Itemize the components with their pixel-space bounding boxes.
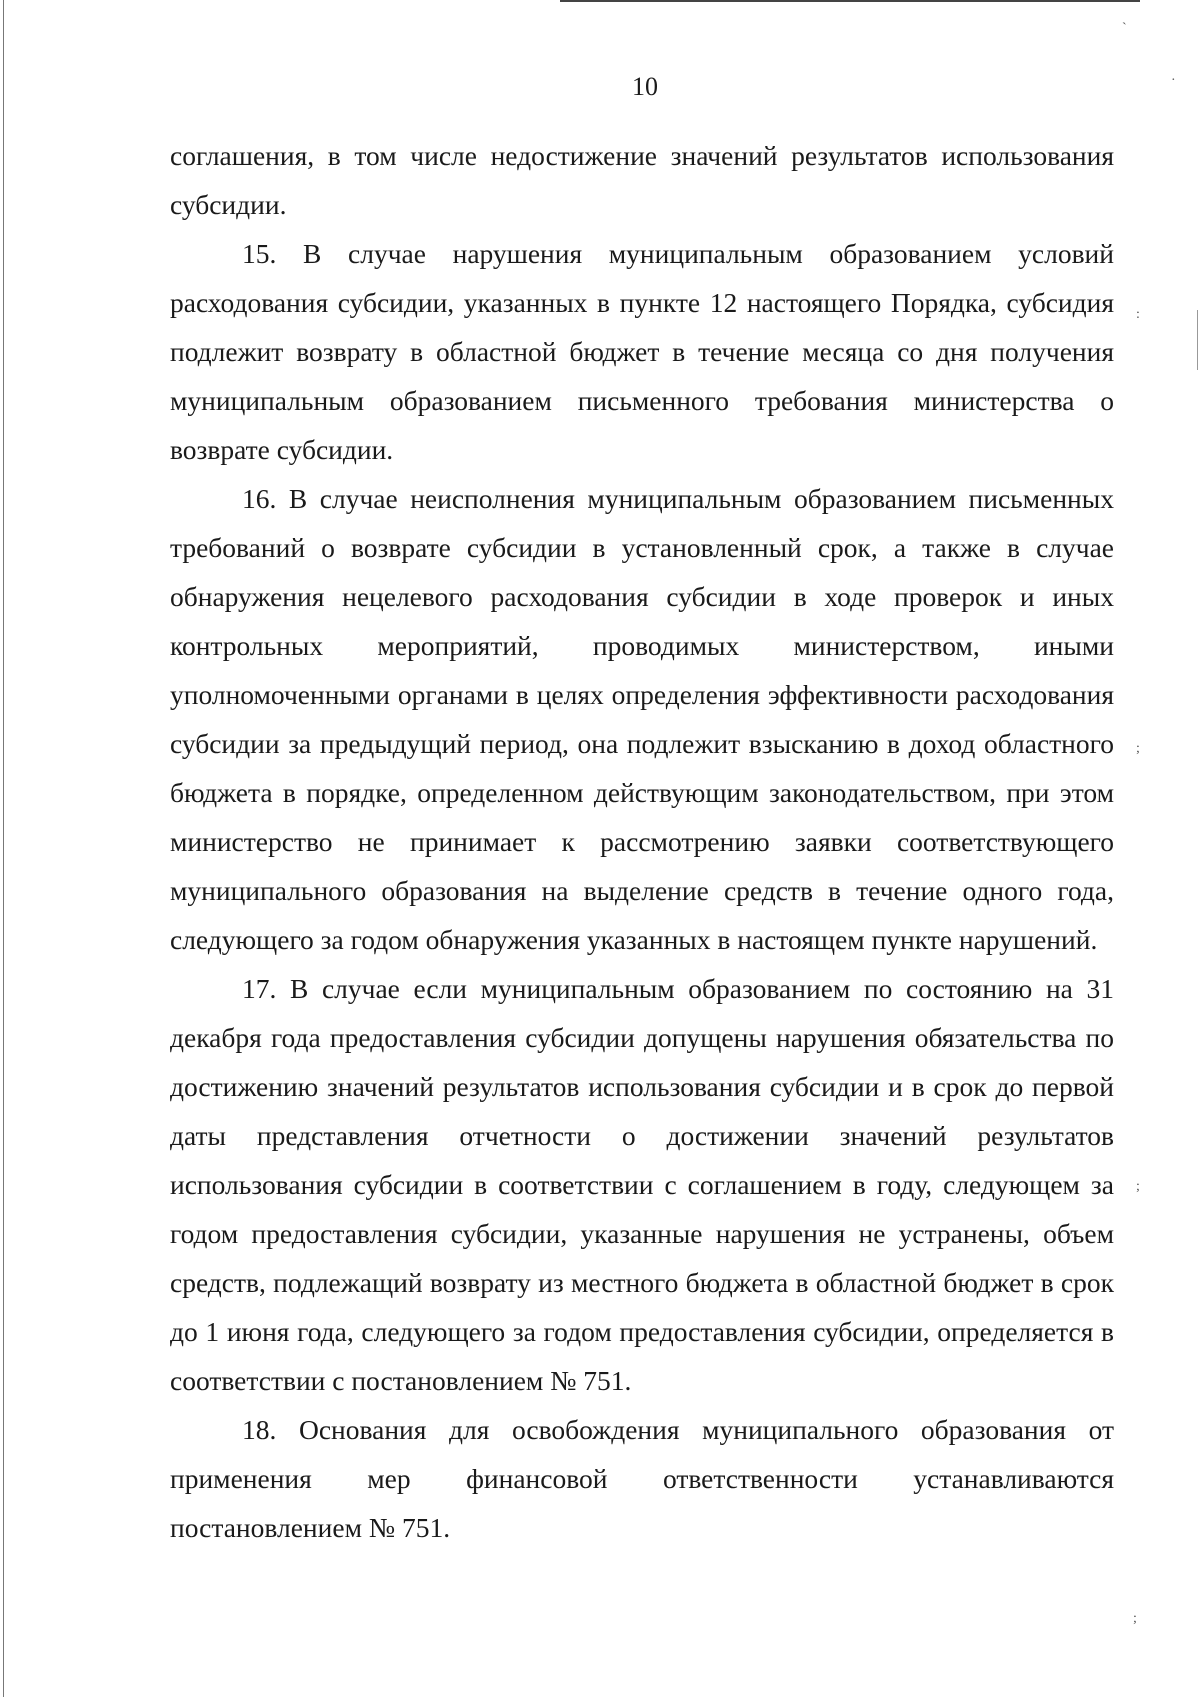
document-body xyxy=(170,131,1114,1552)
paragraph-item-15: 15. В случае нарушения муниципальным образованием условий расходования субсидии, указанных в пункте 12 настоящего Порядка, субсидия подлежит возврату в областной бюджет в течение месяца со дня получения муниципальным образованием письменного требования министерства о возврате субсидии. xyxy=(170,238,1114,465)
scan-top-border xyxy=(560,0,1140,2)
scan-speck: ` xyxy=(1122,21,1127,36)
paragraph-item-16: 16. В случае неисполнения муниципальным образованием письменных требований о возврате субсидии в установленный срок, а также в случае обнаружения нецелевого расходования субсидии в ходе проверок и иных контрольных мероприятий, проводимых министерством, иными уполномоченными органами в целях определения эффективности расходования субсидии за предыдущий период, она подлежит взысканию в доход областного бюджета в порядке, определенном действующим законодательством, при этом министерство не принимает к рассмотрению заявки соответствующего муниципального образования на выделение средств в течение одного года, следующего за годом обнаружения указанных в настоящем пункте нарушений. xyxy=(170,483,1114,955)
paragraph-continuation: соглашения, в том числе недостижение значений результатов использования субсидии. xyxy=(170,140,1114,220)
scan-left-border xyxy=(3,0,4,1697)
scan-speck: ; xyxy=(1136,741,1140,756)
scan-speck: : xyxy=(1136,307,1140,322)
scan-speck: · xyxy=(1171,73,1176,88)
page-number: 10 xyxy=(632,72,658,101)
scan-right-mark xyxy=(1197,310,1198,370)
scan-speck: ; xyxy=(1136,1179,1140,1194)
paragraph-item-18: 18. Основания для освобождения муниципального образования от применения мер финансовой ответственности устанавливаются постановлением № 751. xyxy=(170,1414,1114,1543)
paragraph-item-17: 17. В случае если муниципальным образованием по состоянию на 31 декабря года предоставления субсидии допущены нарушения обязательства по достижению значений результатов использования субсидии и в срок до первой даты представления отчетности о достижении значений результатов использования субсидии в соответствии с соглашением в году, следующем за годом предоставления субсидии, указанные нарушения не устранены, объем средств, подлежащий возврату из местного бюджета в областной бюджет в срок до 1 июня года, следующего за годом предоставления субсидии, определяется в соответствии с постановлением № 751. xyxy=(170,973,1114,1396)
scan-speck: ; xyxy=(1133,1611,1137,1626)
